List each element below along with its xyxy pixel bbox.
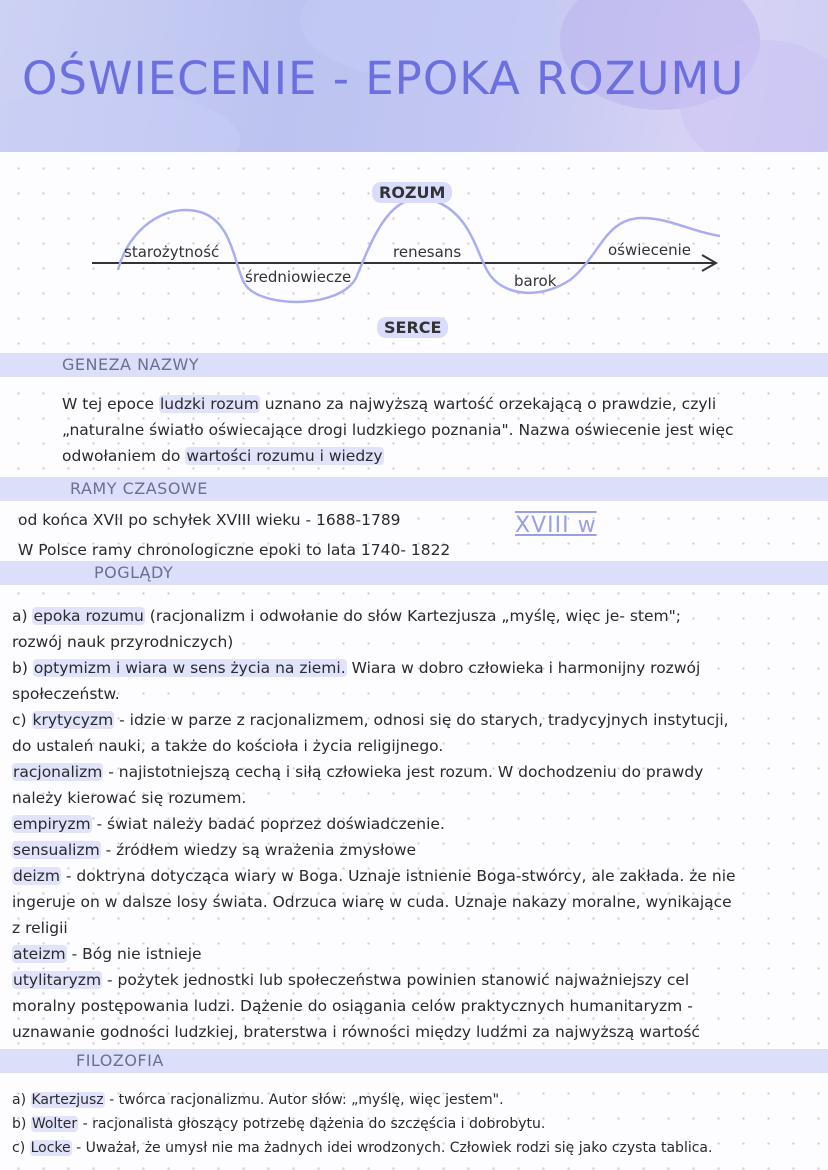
scribble-xviii	[515, 513, 597, 538]
ramy-line: od końca XVII po schyłek XVIII wieku - 1688-1789	[18, 511, 401, 529]
geneza-line: „naturalne światło oświecające drogi ludzkiego poznania". Nazwa oświecenie jest więc	[62, 421, 734, 439]
poglady-line: a) epoka rozumu (racjonalizm i odwołanie do słów Kartezjusza „myślę, więc je- stem";	[12, 607, 681, 625]
filozofia-heading: FILOZOFIA	[76, 1051, 164, 1070]
epochs-diagram	[0, 160, 828, 350]
poglady-line: utylitaryzm - pożytek jednostki lub społeczeństwa powinien stanowić najważniejszy cel	[13, 971, 690, 989]
rozum-label: ROZUM	[372, 182, 452, 203]
poglady-line: moralny postępowania ludzi. Dążenie do osiągania celów praktycznych humanitaryzm -	[12, 997, 693, 1015]
poglady-line: b) optymizm i wiara w sens życia na ziemi. Wiara w dobro człowieka i harmonijny rozwój	[12, 659, 701, 677]
poglady-line: rozwój nauk przyrodniczych)	[12, 633, 234, 651]
serce-label: SERCE	[377, 317, 448, 338]
section-header-poglady	[0, 561, 828, 585]
era-oswiecenie: oświecenie	[608, 241, 692, 259]
poglady-line: c) krytycyzm - idzie w parze z racjonalizmem, odnosi się do starych, tradycyjnych instytucji,	[12, 711, 729, 729]
section-header-ramy	[0, 477, 828, 501]
era-barok: barok	[514, 272, 557, 290]
ramy-paragraph	[18, 505, 450, 565]
ramy-line: W Polsce ramy chronologiczne epoki to lata 1740- 1822	[18, 541, 451, 559]
page-title: OŚWIECENIE - EPOKA ROZUMU	[22, 52, 745, 105]
ramy-heading: RAMY CZASOWE	[70, 479, 208, 498]
geneza-line: odwołaniem do wartości rozumu i wiedzy	[62, 447, 383, 465]
poglady-line: ateizm - Bóg nie istnieje	[13, 945, 202, 963]
scribble-text: XVIII w	[515, 513, 597, 538]
era-renesans: renesans	[393, 243, 462, 261]
geneza-paragraph	[62, 391, 734, 469]
poglady-line: społeczeństw.	[12, 685, 120, 703]
poglady-paragraph	[12, 603, 736, 1045]
poglady-line: deizm - doktryna dotycząca wiary w Boga. Uznaje istnienie Boga-stwórcy, ale zakłada. że nie	[13, 867, 736, 885]
era-starozytnosc: starożytność	[124, 243, 220, 261]
poglady-line: do ustaleń nauki, a także do kościoła i życia religijnego.	[12, 737, 444, 755]
poglady-line: należy kierować się rozumem.	[12, 789, 247, 807]
poglady-heading: POGLĄDY	[94, 563, 174, 582]
poglady-line: z religii	[12, 919, 68, 937]
poglady-line: racjonalizm - najistotniejszą cechą i siłą człowieka jest rozum. W dochodzeniu do prawdy	[13, 763, 704, 781]
filozofia-line: c) Locke - Uważał, że umysł nie ma żadnych idei wrodzonych. Człowiek rodzi się jako czysta tablica.	[12, 1140, 713, 1156]
geneza-line: W tej epoce ludzki rozum uznano za najwyższą wartość orzekającą o prawdzie, czyli	[62, 395, 717, 413]
poglady-line: empiryzm - świat należy badać poprzez doświadczenie.	[13, 815, 445, 833]
poglady-line: sensualizm - źródłem wiedzy są wrażenia zmysłowe	[13, 841, 417, 859]
filozofia-line: b) Wolter - racjonalista głoszący potrzebę dążenia do szczęścia i dobrobytu.	[12, 1116, 546, 1132]
filozofia-line: a) Kartezjusz - twórca racjonalizmu. Autor słów: „myślę, więc jestem".	[12, 1092, 504, 1108]
era-sredniowiecze: średniowiecze	[245, 268, 352, 286]
section-header-filozofia	[0, 1049, 828, 1073]
section-header-geneza	[0, 353, 828, 377]
geneza-heading: GENEZA NAZWY	[62, 355, 200, 374]
header-banner	[0, 0, 828, 152]
filozofia-paragraph	[12, 1087, 712, 1161]
poglady-line: uznawanie godności ludzkiej, braterstwa i równości między ludźmi za najwyższą wartość	[12, 1023, 700, 1041]
poglady-line: ingeruje on w dalsze losy świata. Odrzuca wiarę w cuda. Uznaje nakazy moralne, wynikające	[12, 893, 732, 911]
